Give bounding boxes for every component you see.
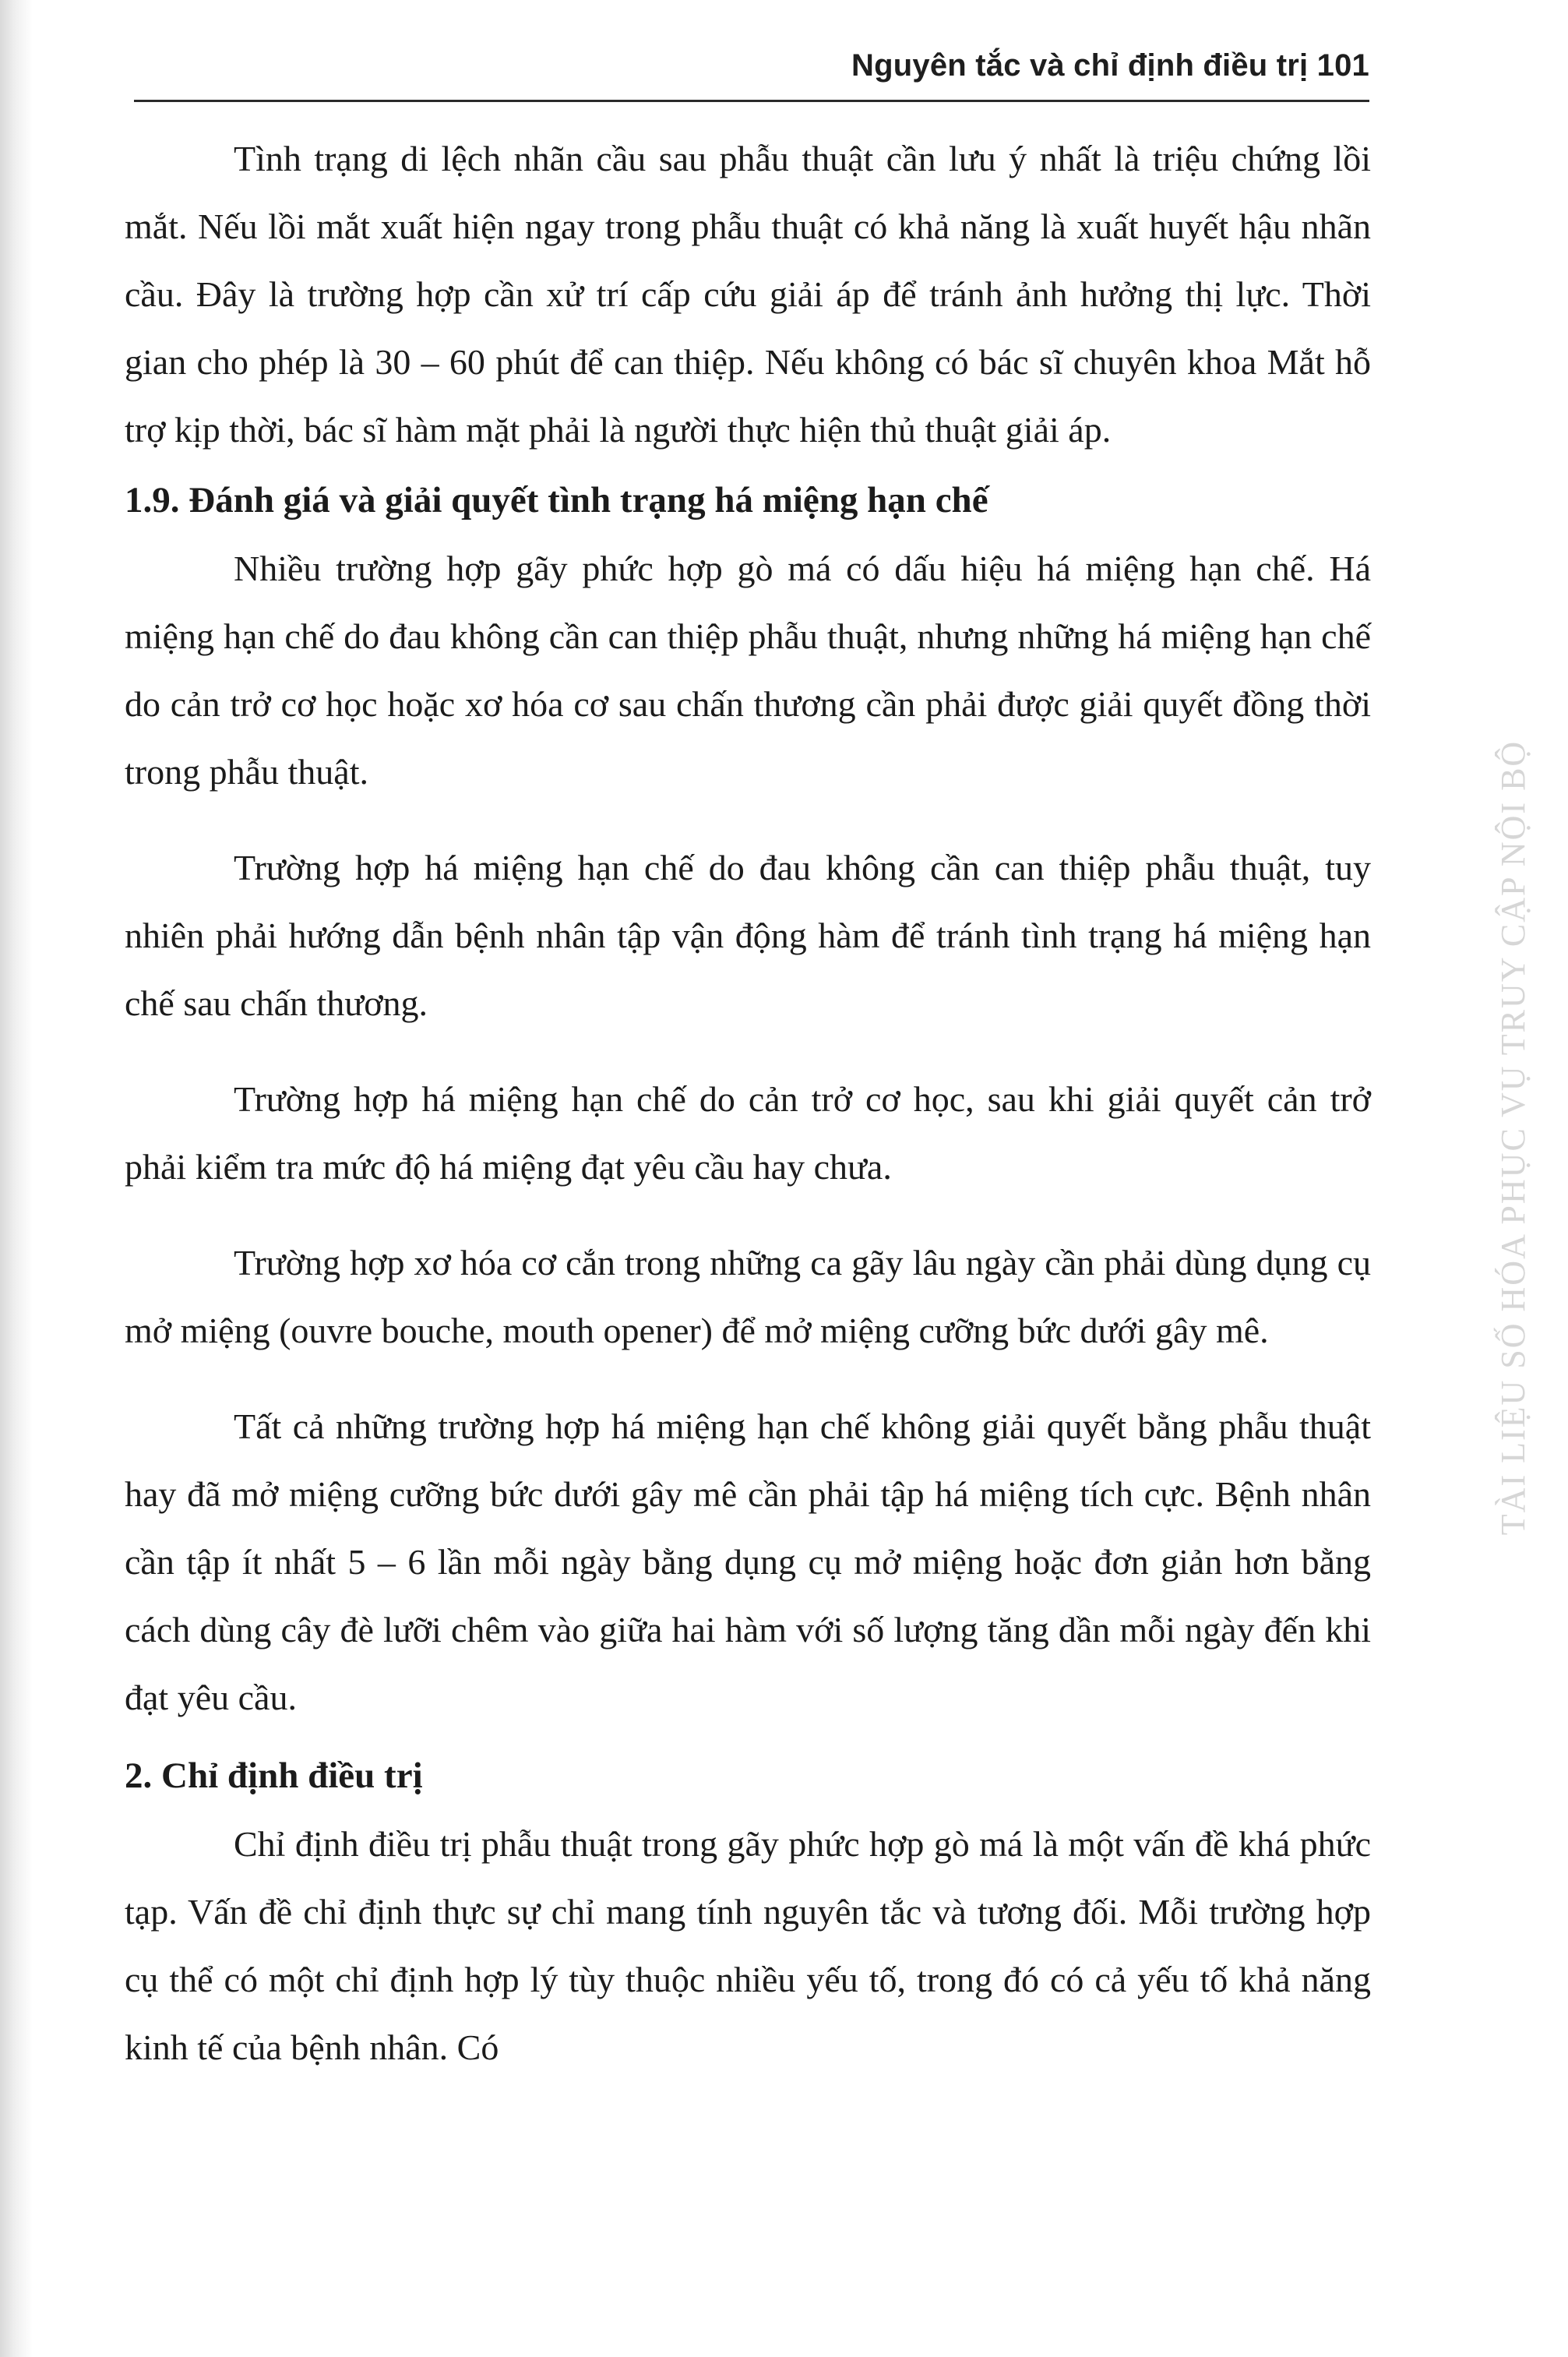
- paragraph-active-exercise: Tất cả những trường hợp há miệng hạn chế không giải quyết bằng phẫu thuật hay đã mở miệng cưỡng bức dưới gây mê cần phải tập há miệng tích cực. Bệnh nhân cần tập ít nhất 5 – 6 lần mỗi ngày bằng dụng cụ mở miệng hoặc đơn giản hơn bằng cách dùng cây đè lưỡi chêm vào giữa hai hàm với số lượng tăng dần mỗi ngày đến khi đạt yêu cầu.: [125, 1406, 1371, 1717]
- paragraph-masseter-fibrosis: Trường hợp xơ hóa cơ cắn trong những ca gãy lâu ngày cần phải dùng dụng cụ mở miệng (ouvre bouche, mouth opener) để mở miệng cưỡng bức dưới gây mê.: [125, 1243, 1371, 1350]
- section-heading-2: 2. Chỉ định điều trị: [125, 1755, 423, 1796]
- paragraph-eye-displacement: Tình trạng di lệch nhãn cầu sau phẫu thuật cần lưu ý nhất là triệu chứng lồi mắt. Nếu lồi mắt xuất hiện ngay trong phẫu thuật có khả năng là xuất huyết hậu nhãn cầu. Đây là trường hợp cần xử trí cấp cứu giải áp để tránh ảnh hưởng thị lực. Thời gian cho phép là 30 – 60 phút để can thiệp. Nếu không có bác sĩ chuyên khoa Mắt hỗ trợ kịp thời, bác sĩ hàm mặt phải là người thực hiện thủ thuật giải áp.: [125, 139, 1371, 450]
- running-header: Nguyên tắc và chỉ định điều trị 101: [851, 48, 1369, 83]
- paragraph-limited-mouth-opening: Nhiều trường hợp gãy phức hợp gò má có dấu hiệu há miệng hạn chế. Há miệng hạn chế do đau không cần can thiệp phẫu thuật, nhưng những há miệng hạn chế do cản trở cơ học hoặc xơ hóa cơ sau chấn thương cần phải được giải quyết đồng thời trong phẫu thuật.: [125, 549, 1371, 792]
- section-heading-1-9: 1.9. Đánh giá và giải quyết tình trạng há miệng hạn chế: [125, 480, 988, 520]
- vertical-watermark: TÀI LIỆU SỐ HÓA PHỤC VỤ TRUY CẬP NỘI BỘ: [1494, 739, 1532, 1536]
- scan-edge-shadow: [0, 0, 33, 2357]
- header-rule: [134, 100, 1369, 102]
- page-body: [125, 125, 1371, 2081]
- paragraph-treatment-indication: Chỉ định điều trị phẫu thuật trong gãy phức hợp gò má là một vấn đề khá phức tạp. Vấn đề chỉ định thực sự chỉ mang tính nguyên tắc và tương đối. Mỗi trường hợp cụ thể có một chỉ định hợp lý tùy thuộc nhiều yếu tố, trong đó có cả yếu tố khả năng kinh tế của bệnh nhân. Có: [125, 1824, 1371, 2067]
- paragraph-mechanical-obstruction: Trường hợp há miệng hạn chế do cản trở cơ học, sau khi giải quyết cản trở phải kiểm tra mức độ há miệng đạt yêu cầu hay chưa.: [125, 1079, 1371, 1187]
- paragraph-pain-case: Trường hợp há miệng hạn chế do đau không cần can thiệp phẫu thuật, tuy nhiên phải hướng dẫn bệnh nhân tập vận động hàm để tránh tình trạng há miệng hạn chế sau chấn thương.: [125, 848, 1371, 1023]
